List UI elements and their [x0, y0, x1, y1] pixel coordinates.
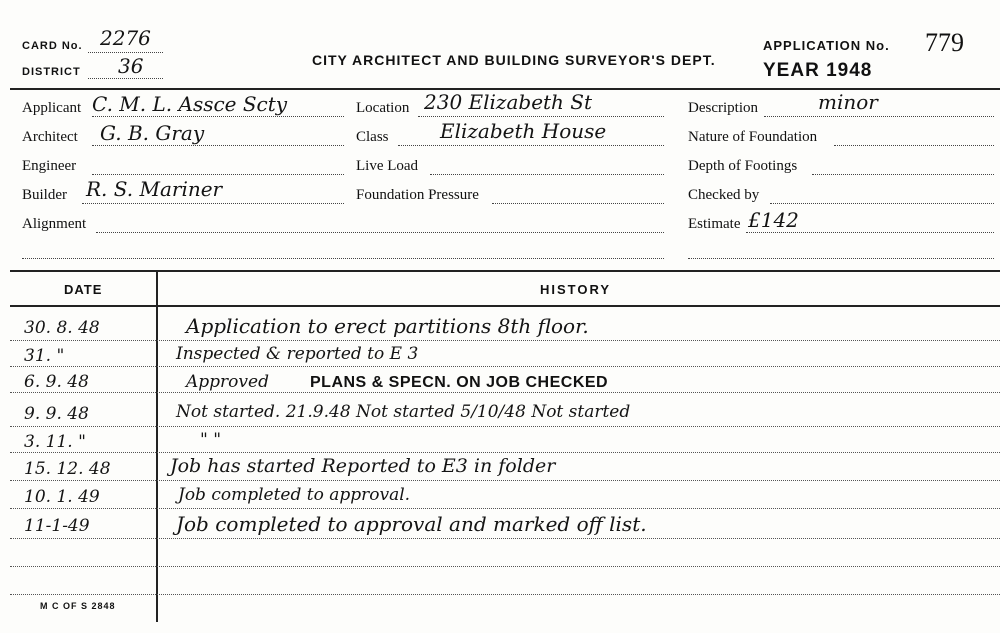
architect-label: Architect: [22, 129, 78, 145]
row-line: [10, 426, 1000, 427]
location-line: [418, 116, 664, 117]
alignment-label: Alignment: [22, 216, 87, 232]
district-line: [88, 78, 163, 79]
builder-value: R. S. Mariner: [86, 177, 223, 201]
foundation-pressure-label: Foundation Pressure: [356, 187, 479, 203]
row-date: 15. 12. 48: [24, 459, 111, 479]
row-history: Application to erect partitions 8th floor.: [186, 314, 589, 338]
builder-label: Builder: [22, 187, 67, 203]
class-value: Elizabeth House: [440, 119, 607, 143]
class-label: Class: [356, 129, 389, 145]
row-line: [10, 480, 1000, 481]
alignment-line: [96, 232, 664, 233]
row-history: Job has started Reported to E3 in folder: [170, 455, 556, 477]
estimate-line: [746, 232, 994, 233]
row-history: Approved: [186, 372, 269, 392]
row-line: [10, 340, 1000, 341]
estimate-value: £142: [748, 208, 799, 232]
district-value: 36: [118, 54, 144, 78]
checked-by-line: [770, 203, 994, 204]
row-date: 30. 8. 48: [24, 318, 100, 338]
foundation-pressure-line: [492, 203, 664, 204]
description-label: Description: [688, 100, 758, 116]
nature-of-foundation-line: [834, 145, 994, 146]
row-history: Job completed to approval and marked off list.: [176, 512, 647, 536]
estimate-line-2: [688, 258, 994, 259]
architect-line: [92, 145, 344, 146]
table-top-border: [10, 270, 1000, 272]
row-date: 10. 1. 49: [24, 487, 100, 507]
live-load-label: Live Load: [356, 158, 419, 174]
description-line: [764, 116, 994, 117]
card-no-label: CARD No.: [22, 40, 83, 52]
nature-of-foundation-label: Nature of Foundation: [688, 129, 818, 145]
depth-of-footings-label: Depth of Footings: [688, 158, 798, 174]
form-code: M C OF S 2848: [40, 601, 116, 611]
depth-of-footings-line: [812, 174, 994, 175]
table-header-border: [10, 305, 1000, 307]
row-date: 3. 11. ": [24, 432, 86, 452]
card-no-value: 2276: [100, 26, 151, 50]
application-no-label: APPLICATION No.: [763, 38, 890, 53]
row-line: [10, 366, 1000, 367]
row-line: [10, 566, 1000, 567]
row-date: 31. ": [24, 346, 65, 366]
live-load-line: [430, 174, 664, 175]
row-line: [10, 538, 1000, 539]
date-column-divider: [156, 270, 158, 622]
engineer-line: [92, 174, 344, 175]
history-header: HISTORY: [540, 282, 612, 297]
description-value: minor: [818, 90, 878, 114]
row-line: [10, 392, 1000, 393]
applicant-line: [92, 116, 344, 117]
checked-stamp: PLANS & SPECN. ON JOB CHECKED: [310, 374, 609, 391]
estimate-label: Estimate: [688, 216, 741, 232]
application-no-value: 779: [925, 28, 964, 57]
alignment-line-2: [22, 258, 664, 259]
row-line: [10, 594, 1000, 595]
applicant-label: Applicant: [22, 100, 82, 116]
row-history: " ": [200, 430, 222, 450]
class-line: [398, 145, 664, 146]
location-label: Location: [356, 100, 410, 116]
row-history: Job completed to approval.: [178, 485, 411, 505]
row-history: Not started. 21.9.48 Not started 5/10/48 Not started: [176, 402, 631, 422]
row-date: 11-1-49: [24, 516, 90, 536]
architect-value: G. B. Gray: [100, 121, 205, 145]
builder-line: [82, 203, 344, 204]
row-date: 6. 9. 48: [24, 372, 89, 392]
row-line: [10, 452, 1000, 453]
row-date: 9. 9. 48: [24, 404, 89, 424]
year-label: YEAR 1948: [763, 60, 873, 81]
department-title: CITY ARCHITECT AND BUILDING SURVEYOR'S DEPT.: [312, 52, 716, 68]
row-history: Inspected & reported to E 3: [176, 344, 419, 364]
card-no-line: [88, 52, 163, 53]
engineer-label: Engineer: [22, 158, 77, 174]
location-value: 230 Elizabeth St: [424, 90, 593, 114]
date-header: DATE: [64, 282, 103, 297]
row-line: [10, 508, 1000, 509]
district-label: DISTRICT: [22, 66, 81, 78]
applicant-value: C. M. L. Assce Scty: [92, 92, 288, 116]
checked-by-label: Checked by: [688, 187, 760, 203]
